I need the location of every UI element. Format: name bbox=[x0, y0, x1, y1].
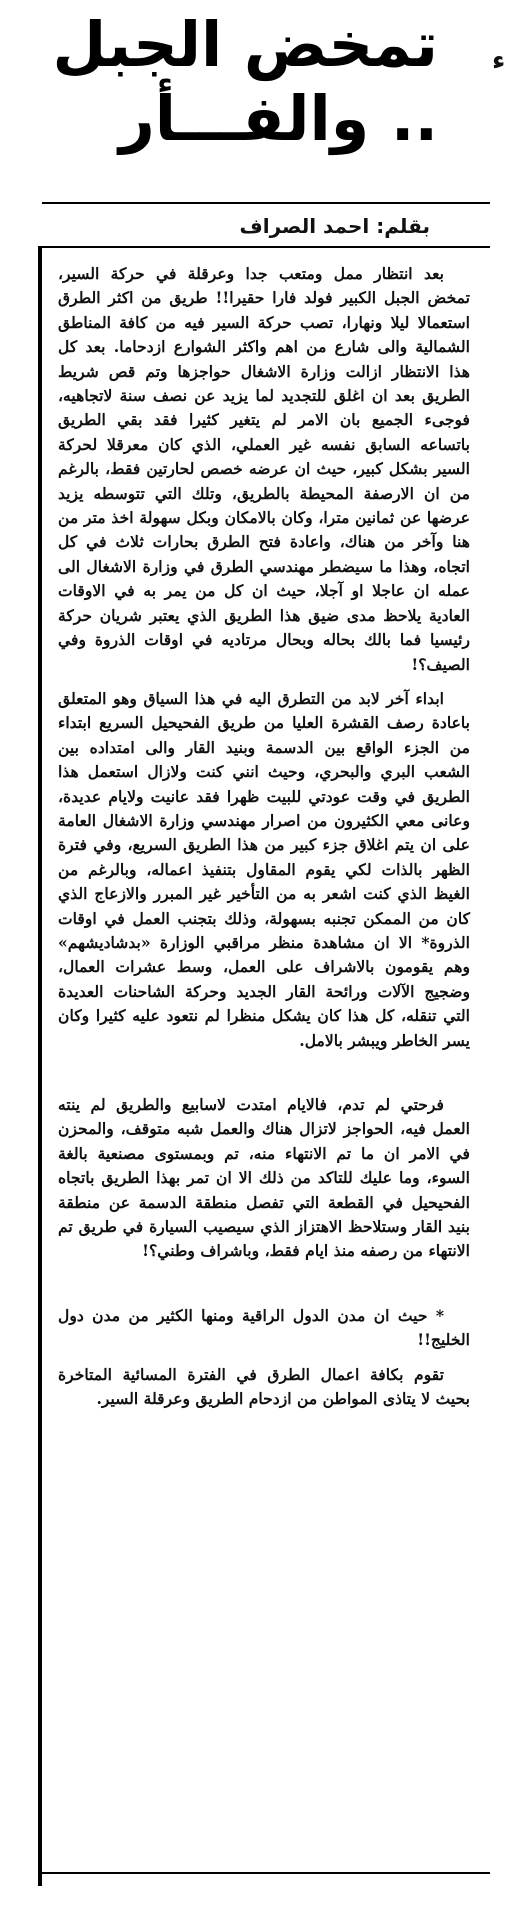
footer-rule bbox=[42, 1872, 490, 1874]
article-paragraph: بعد انتظار ممل ومتعب جدا وعرقلة في حركة السير، تمخض الجبل الكبير فولد فارا حقيرا!! طريق من اكثر الطرق استعمالا ليلا ونهارا، تصب حركة السير فيه من كافة المناطق الشمالية والى شارع من اهم واكثر الشوارع ازدحاما. بعد كل هذا الانتظار ازالت وزارة الاشغال حواجزها وتم قص شريط الطريق بعد ان اغلق للتجديد لما يزيد عن نصف سنة لاتجاهيه، فوجىء الجميع بان الامر لم يتغير كثيرا فقد بقي الطريق باتساعه السابق نفسه غير العملي، الذي كان معرقلا لحركة السير بشكل كبير، حيث ان عرضه خصص لحارتين فقط، بالرغم من ان الارصفة المحيطة بالطريق، وتلك التي تتوسطه يزيد عرضها عن ثمانين مترا، وكان بالامكان وبكل سهولة اخذ متر من هنا وآخر من هناك، واعادة فتح الطرق بحارات ثلاث في كل اتجاه، وهذا ما سيضطر مهندسي الطرق في وزارة الاشغال الى عمله ان عاجلا او آجلا، حيث ان كل من يمر به في الاوقات العادية يلاحظ مدى ضيق هذا الطريق الذي يعتبر شريان حركة رئيسيا فما بالك بحاله وبحال مرتاديه في اوقات الذروة وفي الصيف؟! bbox=[58, 264, 470, 674]
header-rule-bottom bbox=[42, 246, 490, 248]
footnote-paragraph: تقوم بكافة اعمال الطرق في الفترة المسائية المتاخرة بحيث لا يتاذى المواطن من ازدحام الطريق وعرقلة السير. bbox=[58, 1364, 470, 1409]
corner-mark: ء bbox=[492, 46, 506, 76]
paragraph-gap bbox=[58, 1053, 470, 1093]
headline bbox=[38, 8, 438, 156]
headline-line-1: تمخض الجبل bbox=[52, 8, 438, 81]
paragraph-gap bbox=[58, 1353, 470, 1363]
footnote-paragraph: * حيث ان مدن الدول الراقية ومنها الكثير من مدن دول الخليج!! bbox=[58, 1305, 470, 1350]
byline: بقلم: احمد الصراف bbox=[239, 214, 430, 238]
header-rule-top bbox=[42, 202, 490, 204]
paragraph-gap bbox=[58, 1264, 470, 1304]
paragraph-gap bbox=[58, 677, 470, 687]
article-body bbox=[58, 262, 470, 1411]
headline-line-2: .. والفـــأر bbox=[119, 82, 438, 155]
column-divider bbox=[38, 246, 42, 1886]
article-paragraph: فرحتي لم تدم، فالايام امتدت لاسابيع والطريق لم ينته العمل فيه، الحواجز لاتزال هناك والعمل شبه متوقف، والمحزن في الامر ان ما تم الانتهاء منه، تم وبمستوى مصنعية بالغة السوء، وما عليك للتاكد من ذلك الا ان تمر بهذا الطريق باتجاه الفحيحيل في القطعة التي تفصل منطقة الدسمة عن منطقة بنيد القار وستلاحظ الاهتزاز الذي سيصيب السيارة في طريق تم الانتهاء من رصفه منذ ايام فقط، وباشراف وطني؟! bbox=[58, 1095, 470, 1261]
article-paragraph: ابداء آخر لابد من التطرق اليه في هذا السياق وهو المتعلق باعادة رصف القشرة العليا من طريق الفحيحيل السريع ابتداء من الجزء الواقع بين الدسمة وبنيد القار والى امتداده بين الشعب البري والبحري، وحيث انني كنت ولازال استعمل هذا الطريق في وقت عودتي للبيت ظهرا فقد عانيت ولايام عديدة، وعانى معي الكثيرون من اصرار مهندسي وزارة الاشغال العامة على ان يتم اغلاق جزء كبير من هذا الطريق السريع، وفي فترة الظهر بالذات لكي يقوم المقاول بتنفيذ اعماله، وبالرغم من الغيظ الذي كنت اشعر به من التأخير غير المبرر والازعاج الذي كان من الممكن تجنبه بسهولة، وذلك بتجنب العمل في اوقات الذروة* الا ان مشاهدة منظر مراقبي الوزارة «بدشاديشهم» وهم يقومون بالاشراف على العمل، وسط عشرات العمال، وضجيج الآلات ورائحة القار الجديد وحركة الشاحنات العديدة التي تنقله، كل هذا كان يشكل منظرا لم نتعود عليه كثيرا وكان يسر الخاطر ويبشر بالامل. bbox=[58, 688, 471, 1050]
